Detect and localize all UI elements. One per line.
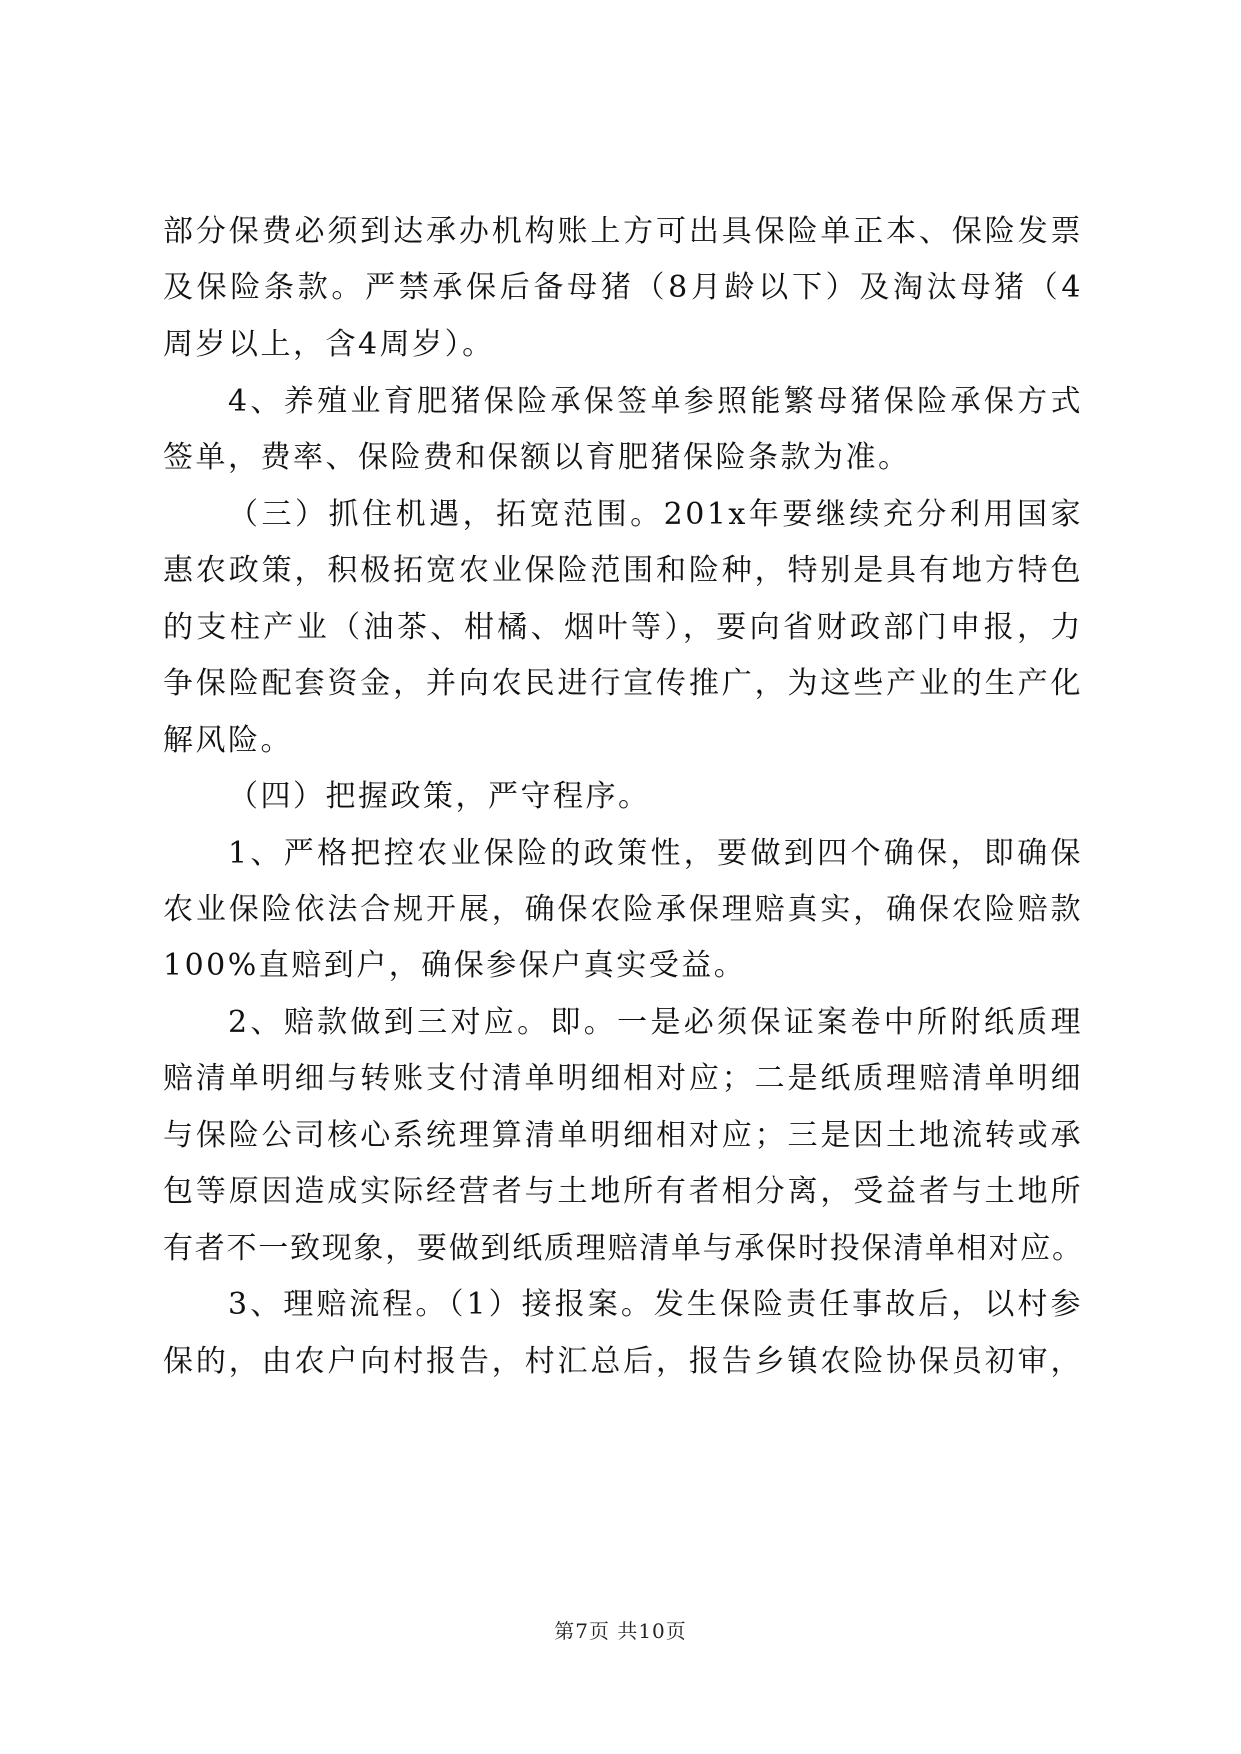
- text-line: 有者不一致现象，要做到纸质理赔清单与承保时投保清单相对应。: [163, 1231, 1083, 1266]
- text-line: 4、养殖业育肥猪保险承保签单参照能繁母猪保险承保方式: [228, 384, 1083, 419]
- text-line: 周岁以上，含4周岁）。: [163, 327, 495, 362]
- text-line: 1、严格把控农业保险的政策性，要做到四个确保，即确保: [228, 836, 1083, 871]
- text-line: 3、理赔流程。（1）接报案。发生保险责任事故后，以村参: [228, 1287, 1083, 1322]
- text-line: （三）抓住机遇，拓宽范围。201x年要继续充分利用国家: [228, 497, 1083, 532]
- text-line: 部分保费必须到达承办机构账上方可出具保险单正本、保险发票: [163, 214, 1083, 249]
- text-line: 包等原因造成实际经营者与土地所有者相分离，受益者与土地所: [163, 1174, 1083, 1209]
- text-line: 农业保险依法合规开展，确保农险承保理赔真实，确保农险赔款: [163, 892, 1083, 927]
- page-number-footer: 第7页 共10页: [554, 1619, 687, 1643]
- text-line: 与保险公司核心系统理算清单明细相对应；三是因土地流转或承: [163, 1118, 1083, 1153]
- text-line: 保的，由农户向村报告，村汇总后，报告乡镇农险协保员初审，: [163, 1344, 1083, 1379]
- text-line: 签单，费率、保险费和保额以育肥猪保险条款为准。: [163, 440, 911, 475]
- text-line: 解风险。: [163, 723, 293, 758]
- text-line: 100%直赔到户，确保参保户真实受益。: [163, 948, 747, 983]
- text-line: 争保险配套资金，并向农民进行宣传推广，为这些产业的生产化: [163, 666, 1083, 701]
- text-line: 及保险条款。严禁承保后备母猪（8月龄以下）及淘汰母猪（4: [163, 270, 1083, 305]
- text-line: 惠农政策，积极拓宽农业保险范围和险种，特别是具有地方特色: [163, 553, 1083, 588]
- text-line: 2、赔款做到三对应。即。一是必须保证案卷中所附纸质理: [228, 1005, 1083, 1040]
- text-line: 的支柱产业（油茶、柑橘、烟叶等），要向省财政部门申报，力: [163, 610, 1083, 645]
- section-heading: （四）把握政策，严守程序。: [228, 779, 651, 814]
- text-line: 赔清单明细与转账支付清单明细相对应；二是纸质理赔清单明细: [163, 1061, 1083, 1096]
